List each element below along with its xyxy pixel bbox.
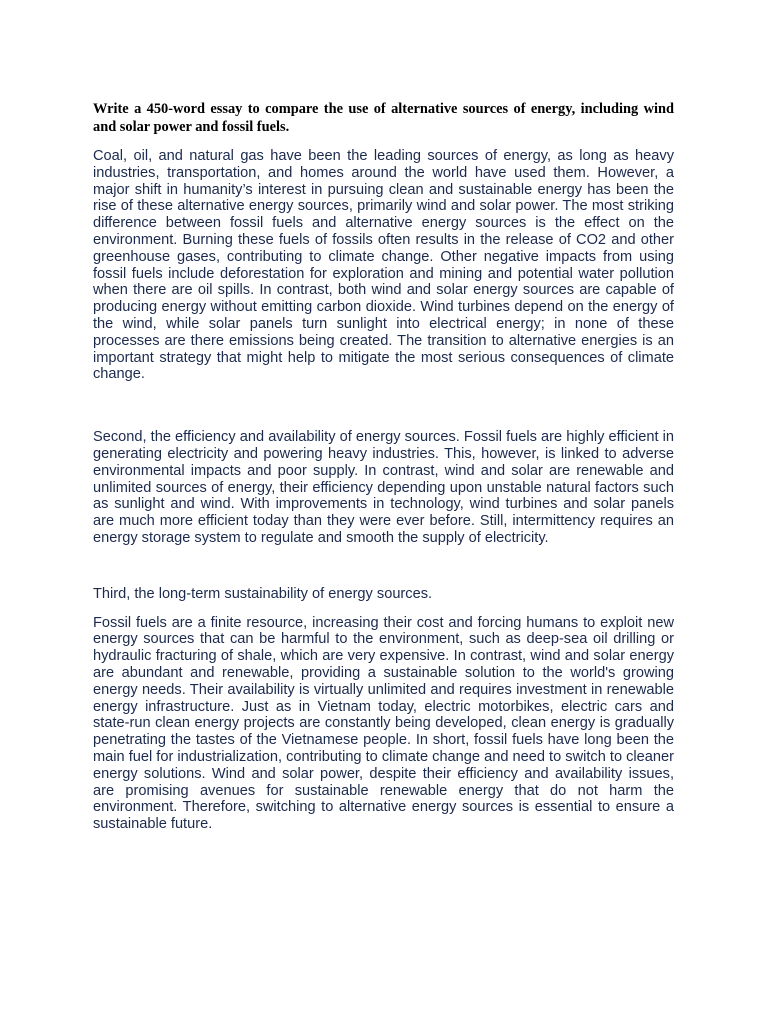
paragraph-environment: Coal, oil, and natural gas have been the leading sources of energy, as long as heavy industries, transportation, and homes around the world have used them. However, a major shift in humanity’s interest in pursuing clean and sustainable energy has been the rise of these alternative energy sources, primarily wind and solar power. The most striking difference between fossil fuels and alternative energy sources is the effect on the environment. Burning these fuels of fossils often results in the release of CO2 and other greenhouse gases, contributing to climate change. Other negative impacts from using fossil fuels include deforestation for exploration and mining and potential water pollution when there are oil spills. In contrast, both wind and solar energy sources are capable of producing energy without emitting carbon dioxide. Wind turbines depend on the energy of the wind, while solar panels turn sunlight into electrical energy; in none of these processes are there emissions being created. The transition to alternative energies is an important strategy that might help to mitigate the most serious consequences of climate change. bbox=[93, 148, 674, 383]
essay-prompt: Write a 450-word essay to compare the use of alternative sources of energy, including wind and solar power and fossil fuels. bbox=[93, 101, 674, 135]
paragraph-efficiency: Second, the efficiency and availability of energy sources. Fossil fuels are highly efficient in generating electricity and powering heavy industries. This, however, is linked to adverse environmental impacts and poor supply. In contrast, wind and solar are renewable and unlimited sources of energy, their efficiency depending upon unstable natural factors such as sunlight and wind. With improvements in technology, wind turbines and solar panels are much more efficient today than they were ever before. Still, intermittency requires an energy storage system to regulate and smooth the supply of electricity. bbox=[93, 429, 674, 546]
paragraph-sustainability-heading: Third, the long-term sustainability of energy sources. bbox=[93, 585, 433, 602]
paragraph-sustainability: Fossil fuels are a finite resource, increasing their cost and forcing humans to exploit new energy sources that can be harmful to the environment, such as deep-sea oil drilling or hydraulic fracturing of shale, which are very expensive. In contrast, wind and solar energy are abundant and renewable, providing a sustainable solution to the world's growing energy needs. Their availability is virtually unlimited and requires investment in renewable energy infrastructure. Just as in Vietnam today, electric motorbikes, electric cars and state-run clean energy projects are constantly being developed, clean energy is gradually penetrating the tastes of the Vietnamese people. In short, fossil fuels have long been the main fuel for industrialization, contributing to climate change and need to switch to cleaner energy solutions. Wind and solar power, despite their efficiency and availability issues, are promising avenues for sustainable renewable energy that do not harm the environment. Therefore, switching to alternative energy sources is essential to ensure a sustainable future. bbox=[93, 614, 674, 833]
